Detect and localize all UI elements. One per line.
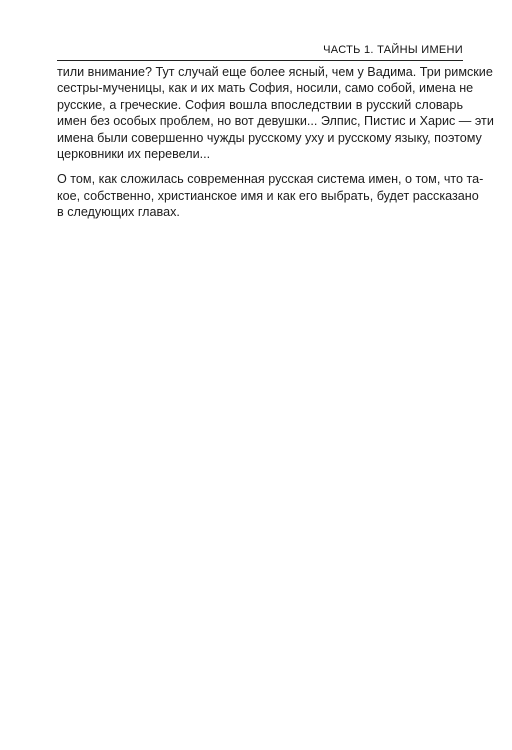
body-text <box>57 64 494 230</box>
text-line: тили внимание? Тут случай еще более ясный, чем у Вадима. Три римские <box>57 65 493 79</box>
text-line: кое, собственно, христианское имя и как его выбрать, будет рассказано <box>57 188 479 203</box>
paragraph-2 <box>57 171 484 220</box>
running-title: ЧАСТЬ 1. ТАЙНЫ ИМЕНИ <box>323 44 463 56</box>
text-line: церковники их перевели... <box>57 147 211 162</box>
text-line: в следующих главах. <box>57 205 180 220</box>
text-line: О том, как сложилась современная русская система имен, о том, что та- <box>57 172 484 187</box>
paragraph-1 <box>57 64 494 162</box>
text-line: русские, а греческие. София вошла впоследствии в русский словарь <box>57 97 463 112</box>
text-line: сестры-мученицы, как и их мать София, носили, само собой, имена не <box>57 81 474 96</box>
text-line: имен без особых проблем, но вот девушки... Элпис, Пистис и Харис — эти <box>57 114 494 129</box>
text-line: имена были совершенно чужды русскому уху и русскому языку, поэтому <box>57 130 482 145</box>
running-header <box>57 43 463 61</box>
